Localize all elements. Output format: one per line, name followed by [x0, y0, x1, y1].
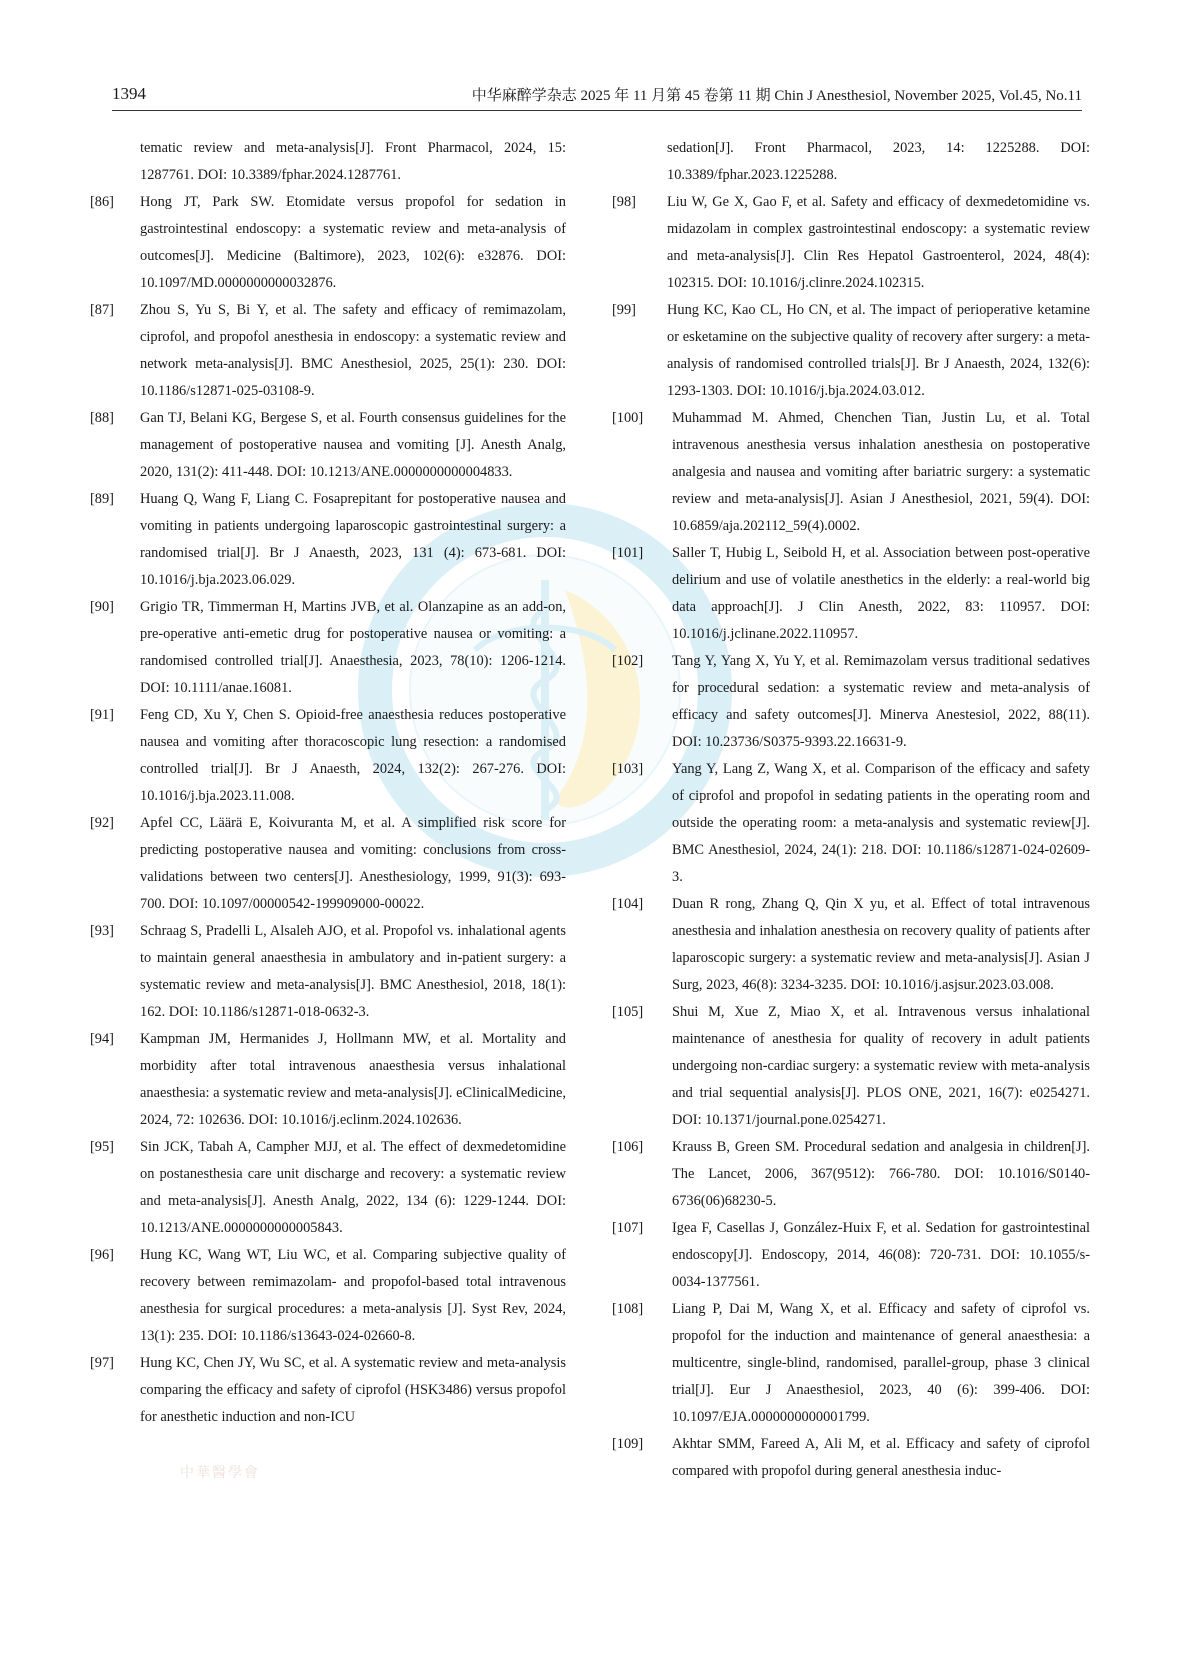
reference-text: Kampman JM, Hermanides J, Hollmann MW, et al. Mortality and morbidity after total intravenous anaesthesia versus inhalational anaesthesia: a systematic review and meta-analysis[J]. eClinicalMedicine, 2024, 72: 102636. DOI: 10.1016/j.eclinm.2024.102636. — [140, 1031, 566, 1128]
reference-entry — [90, 918, 566, 1026]
reference-column-left — [90, 135, 566, 1431]
page-header — [112, 84, 1082, 110]
reference-text: Muhammad M. Ahmed, Chenchen Tian, Justin Lu, et al. Total intravenous anesthesia versus inhalation anesthesia on postoperative analgesia and nausea and vomiting after bariatric surgery: a systematic review and meta-analysis[J]. Asian J Anesthesiol, 2021, 59(4). DOI: 10.6859/aja.202112_59(4).0002. — [672, 410, 1090, 534]
reference-text: Apfel CC, Läärä E, Koivuranta M, et al. A simplified risk score for predicting postoperative nausea and vomiting: conclusions from cross-validations between two centers[J]. Anesthesiology, 1999, 91(3): 693-700. DOI: 10.1097/00000542-199909000-00022. — [140, 815, 566, 912]
reference-entry — [90, 1134, 566, 1242]
reference-text: Tang Y, Yang X, Yu Y, et al. Remimazolam versus traditional sedatives for procedural sedation: a systematic review and meta-analysis of efficacy and safety outcomes[J]. Minerva Anestesiol, 2022, 88(11). DOI: 10.23736/S0375-9393.22.16631-9. — [672, 653, 1090, 750]
reference-number: [93] — [90, 923, 114, 939]
reference-entry — [90, 594, 566, 702]
reference-entry — [612, 756, 1090, 891]
reference-number: [89] — [90, 491, 114, 507]
reference-number: [86] — [90, 194, 114, 210]
reference-entry — [90, 702, 566, 810]
reference-text: Schraag S, Pradelli L, Alsaleh AJO, et al. Propofol vs. inhalational agents to maintain general anaesthesia in ambulatory and in-patient surgery: a systematic review and meta-analysis[J]. BMC Anesthesiol, 2018, 18(1): 162. DOI: 10.1186/s12871-018-0632-3. — [140, 923, 566, 1020]
reference-text: Hong JT, Park SW. Etomidate versus propofol for sedation in gastrointestinal endoscopy: a systematic review and meta-analysis of outcomes[J]. Medicine (Baltimore), 2023, 102(6): e32876. DOI: 10.1097/MD.0000000000032876. — [140, 194, 566, 291]
reference-text: Liu W, Ge X, Gao F, et al. Safety and efficacy of dexmedetomidine vs. midazolam in complex gastrointestinal endoscopy: a systematic review and meta-analysis[J]. Clin Res Hepatol Gastroenterol, 2024, 48(4): 102315. DOI: 10.1016/j.clinre.2024.102315. — [667, 194, 1090, 291]
reference-number: [106] — [612, 1139, 644, 1155]
reference-number: [102] — [612, 653, 644, 669]
reference-text: Shui M, Xue Z, Miao X, et al. Intravenous versus inhalational maintenance of anesthesia for quality of recovery in adult patients undergoing non-cardiac surgery: a systematic review with meta-analysis and trial sequential analysis[J]. PLOS ONE, 2021, 16(7): e0254271. DOI: 10.1371/journal.pone.0254271. — [672, 1004, 1090, 1128]
reference-number: [100] — [612, 410, 644, 426]
reference-number: [107] — [612, 1220, 644, 1236]
reference-number: [90] — [90, 599, 114, 615]
reference-number: [103] — [612, 761, 644, 777]
reference-number: [92] — [90, 815, 114, 831]
reference-entry — [90, 405, 566, 486]
reference-number: [95] — [90, 1139, 114, 1155]
reference-number: [104] — [612, 896, 644, 912]
reference-entry — [612, 1431, 1090, 1485]
reference-number: [101] — [612, 545, 644, 561]
reference-entry — [612, 405, 1090, 540]
reference-entry — [612, 1134, 1090, 1215]
reference-text: Hung KC, Chen JY, Wu SC, et al. A systematic review and meta-analysis comparing the efficacy and safety of ciprofol (HSK3486) versus propofol for anesthetic induction and non-ICU — [140, 1355, 566, 1425]
reference-text: Duan R rong, Zhang Q, Qin X yu, et al. Effect of total intravenous anesthesia and inhalation anesthesia on recovery quality of patients after laparoscopic surgery: a systematic review and meta-analysis[J]. Asian J Surg, 2023, 46(8): 3234-3235. DOI: 10.1016/j.asjsur.2023.03.008. — [672, 896, 1090, 993]
reference-text: Krauss B, Green SM. Procedural sedation and analgesia in children[J]. The Lancet, 2006, 367(9512): 766-780. DOI: 10.1016/S0140-6736(06)68230-5. — [672, 1139, 1090, 1209]
reference-entry — [90, 1026, 566, 1134]
reference-number: [94] — [90, 1031, 114, 1047]
reference-text: tematic review and meta-analysis[J]. Front Pharmacol, 2024, 15: 1287761. DOI: 10.3389/fphar.2024.1287761. — [140, 140, 566, 183]
reference-continuation — [90, 135, 566, 189]
reference-number: [108] — [612, 1301, 644, 1317]
reference-text: Liang P, Dai M, Wang X, et al. Efficacy and safety of ciprofol vs. propofol for the induction and maintenance of general anaesthesia: a multicentre, single-blind, randomised, parallel-group, phase 3 clinical trial[J]. Eur J Anaesthesiol, 2023, 40 (6): 399-406. DOI: 10.1097/EJA.0000000000001799. — [672, 1301, 1090, 1425]
reference-text: Gan TJ, Belani KG, Bergese S, et al. Fourth consensus guidelines for the management of postoperative nausea and vomiting [J]. Anesth Analg, 2020, 131(2): 411-448. DOI: 10.1213/ANE.0000000000004833. — [140, 410, 566, 480]
reference-text: Zhou S, Yu S, Bi Y, et al. The safety and efficacy of remimazolam, ciprofol, and propofol anesthesia in endoscopy: a systematic review and network meta-analysis[J]. BMC Anesthesiol, 2025, 25(1): 230. DOI: 10.1186/s12871-025-03108-9. — [140, 302, 566, 399]
reference-number: [105] — [612, 1004, 644, 1020]
reference-text: Igea F, Casellas J, González-Huix F, et al. Sedation for gastrointestinal endoscopy[J]. Endoscopy, 2014, 46(08): 720-731. DOI: 10.1055/s-0034-1377561. — [672, 1220, 1090, 1290]
reference-text: Grigio TR, Timmerman H, Martins JVB, et al. Olanzapine as an add-on, pre-operative anti-emetic drug for postoperative nausea or vomiting: a randomised controlled trial[J]. Anaesthesia, 2023, 78(10): 1206-1214. DOI: 10.1111/anae.16081. — [140, 599, 566, 696]
header-divider — [112, 110, 1082, 111]
reference-text: Feng CD, Xu Y, Chen S. Opioid-free anaesthesia reduces postoperative nausea and vomiting after thoracoscopic lung resection: a randomised controlled trial[J]. Br J Anaesth, 2024, 132(2): 267-276. DOI: 10.1016/j.bja.2023.11.008. — [140, 707, 566, 804]
reference-number: [99] — [612, 302, 636, 318]
reference-entry — [612, 297, 1090, 405]
reference-entry — [612, 1215, 1090, 1296]
reference-entry — [612, 1296, 1090, 1431]
reference-text: Akhtar SMM, Fareed A, Ali M, et al. Efficacy and safety of ciprofol compared with propofol during general anesthesia induc- — [672, 1436, 1090, 1479]
reference-entry — [90, 297, 566, 405]
reference-continuation — [612, 135, 1090, 189]
reference-number: [97] — [90, 1355, 114, 1371]
reference-entry — [612, 999, 1090, 1134]
reference-text: Huang Q, Wang F, Liang C. Fosaprepitant for postoperative nausea and vomiting in patients undergoing laparoscopic gastrointestinal surgery: a randomised trial[J]. Br J Anaesth, 2023, 131 (4): 673-681. DOI: 10.1016/j.bja.2023.06.029. — [140, 491, 566, 588]
reference-entry — [612, 648, 1090, 756]
reference-number: [91] — [90, 707, 114, 723]
reference-entry — [90, 486, 566, 594]
reference-text: Saller T, Hubig L, Seibold H, et al. Association between post-operative delirium and use of volatile anesthetics in the elderly: a real-world big data approach[J]. J Clin Anesth, 2022, 83: 110957. DOI: 10.1016/j.jclinane.2022.110957. — [672, 545, 1090, 642]
reference-text: sedation[J]. Front Pharmacol, 2023, 14: 1225288. DOI: 10.3389/fphar.2023.1225288. — [667, 140, 1090, 183]
reference-text: Hung KC, Kao CL, Ho CN, et al. The impact of perioperative ketamine or esketamine on the subjective quality of recovery after surgery: a meta-analysis of randomised controlled trials[J]. Br J Anaesth, 2024, 132(6): 1293-1303. DOI: 10.1016/j.bja.2024.03.012. — [667, 302, 1090, 399]
reference-column-right — [612, 135, 1090, 1485]
reference-number: [109] — [612, 1436, 644, 1452]
reference-entry — [612, 189, 1090, 297]
reference-number: [87] — [90, 302, 114, 318]
reference-entry — [612, 891, 1090, 999]
reference-text: Yang Y, Lang Z, Wang X, et al. Comparison of the efficacy and safety of ciprofol and propofol in sedating patients in the operating room and outside the operating room: a meta-analysis and systematic review[J]. BMC Anesthesiol, 2024, 24(1): 218. DOI: 10.1186/s12871-024-02609-3. — [672, 761, 1090, 885]
reference-text: Hung KC, Wang WT, Liu WC, et al. Comparing subjective quality of recovery between remimazolam- and propofol-based total intravenous anesthesia for surgical procedures: a meta-analysis [J]. Syst Rev, 2024, 13(1): 235. DOI: 10.1186/s13643-024-02660-8. — [140, 1247, 566, 1344]
publisher-watermark-text: 中華醫學會 — [180, 1465, 260, 1481]
page-number: 1394 — [112, 84, 146, 103]
reference-entry — [90, 1242, 566, 1350]
reference-entry — [90, 189, 566, 297]
reference-entry — [90, 810, 566, 918]
reference-number: [98] — [612, 194, 636, 210]
reference-number: [88] — [90, 410, 114, 426]
reference-number: [96] — [90, 1247, 114, 1263]
reference-entry — [90, 1350, 566, 1431]
journal-citation-line: 中华麻醉学杂志 2025 年 11 月第 45 卷第 11 期 Chin J Anesthesiol, November 2025, Vol.45, No.11 — [471, 88, 1082, 104]
reference-text: Sin JCK, Tabah A, Campher MJJ, et al. The effect of dexmedetomidine on postanesthesia care unit discharge and recovery: a systematic review and meta-analysis[J]. Anesth Analg, 2022, 134 (6): 1229-1244. DOI: 10.1213/ANE.0000000000005843. — [140, 1139, 566, 1236]
reference-entry — [612, 540, 1090, 648]
